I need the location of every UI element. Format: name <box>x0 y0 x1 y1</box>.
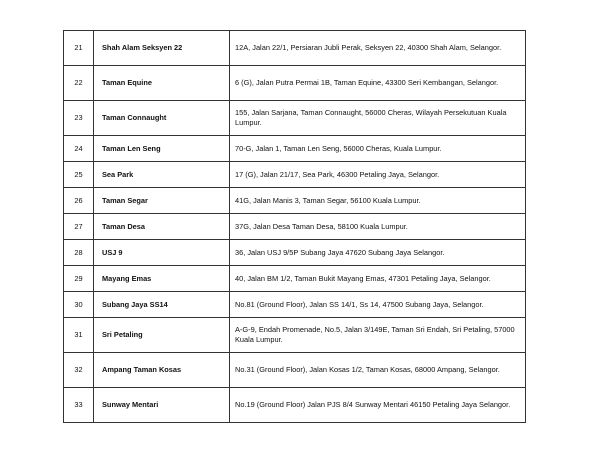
table-row <box>64 388 526 423</box>
outlet-name: USJ 9 <box>94 240 230 266</box>
outlet-name: Taman Equine <box>94 66 230 101</box>
outlet-name: Ampang Taman Kosas <box>94 353 230 388</box>
outlet-address: 70-G, Jalan 1, Taman Len Seng, 56000 Cheras, Kuala Lumpur. <box>230 136 526 162</box>
outlet-address: 37G, Jalan Desa Taman Desa, 58100 Kuala Lumpur. <box>230 214 526 240</box>
outlet-name: Taman Desa <box>94 214 230 240</box>
table-row <box>64 31 526 66</box>
row-number: 31 <box>64 318 94 353</box>
table-row <box>64 353 526 388</box>
outlet-address: 6 (G), Jalan Putra Permai 1B, Taman Equine, 43300 Seri Kembangan, Selangor. <box>230 66 526 101</box>
row-number: 23 <box>64 101 94 136</box>
row-number: 30 <box>64 292 94 318</box>
row-number: 21 <box>64 31 94 66</box>
row-number: 25 <box>64 162 94 188</box>
table-row <box>64 266 526 292</box>
outlet-address: 12A, Jalan 22/1, Persiaran Jubli Perak, Seksyen 22, 40300 Shah Alam, Selangor. <box>230 31 526 66</box>
table-row <box>64 136 526 162</box>
outlet-address: 155, Jalan Sarjana, Taman Connaught, 56000 Cheras, Wilayah Persekutuan Kuala Lumpur. <box>230 101 526 136</box>
outlet-name: Sri Petaling <box>94 318 230 353</box>
table-row <box>64 214 526 240</box>
table-row <box>64 240 526 266</box>
row-number: 26 <box>64 188 94 214</box>
outlet-address: No.19 (Ground Floor) Jalan PJS 8/4 Sunway Mentari 46150 Petaling Jaya Selangor. <box>230 388 526 423</box>
row-number: 32 <box>64 353 94 388</box>
table-row <box>64 101 526 136</box>
row-number: 28 <box>64 240 94 266</box>
table-row <box>64 318 526 353</box>
table-row <box>64 66 526 101</box>
outlet-address: 17 (G), Jalan 21/17, Sea Park, 46300 Petaling Jaya, Selangor. <box>230 162 526 188</box>
outlet-name: Sunway Mentari <box>94 388 230 423</box>
row-number: 22 <box>64 66 94 101</box>
table-row <box>64 292 526 318</box>
outlet-name: Taman Segar <box>94 188 230 214</box>
outlet-address: No.81 (Ground Floor), Jalan SS 14/1, Ss 14, 47500 Subang Jaya, Selangor. <box>230 292 526 318</box>
table-row <box>64 188 526 214</box>
outlet-name: Taman Connaught <box>94 101 230 136</box>
outlet-name: Sea Park <box>94 162 230 188</box>
row-number: 29 <box>64 266 94 292</box>
table-row <box>64 162 526 188</box>
outlet-address: 40, Jalan BM 1/2, Taman Bukit Mayang Emas, 47301 Petaling Jaya, Selangor. <box>230 266 526 292</box>
outlet-name: Taman Len Seng <box>94 136 230 162</box>
row-number: 33 <box>64 388 94 423</box>
outlet-name: Shah Alam Seksyen 22 <box>94 31 230 66</box>
outlet-address: 36, Jalan USJ 9/5P Subang Jaya 47620 Subang Jaya Selangor. <box>230 240 526 266</box>
outlet-address: A-G-9, Endah Promenade, No.5, Jalan 3/149E, Taman Sri Endah, Sri Petaling, 57000 Kuala Lumpur. <box>230 318 526 353</box>
outlet-address-table <box>63 30 526 423</box>
row-number: 27 <box>64 214 94 240</box>
outlet-name: Mayang Emas <box>94 266 230 292</box>
outlet-name: Subang Jaya SS14 <box>94 292 230 318</box>
row-number: 24 <box>64 136 94 162</box>
outlet-address: 41G, Jalan Manis 3, Taman Segar, 56100 Kuala Lumpur. <box>230 188 526 214</box>
outlet-address: No.31 (Ground Floor), Jalan Kosas 1/2, Taman Kosas, 68000 Ampang, Selangor. <box>230 353 526 388</box>
